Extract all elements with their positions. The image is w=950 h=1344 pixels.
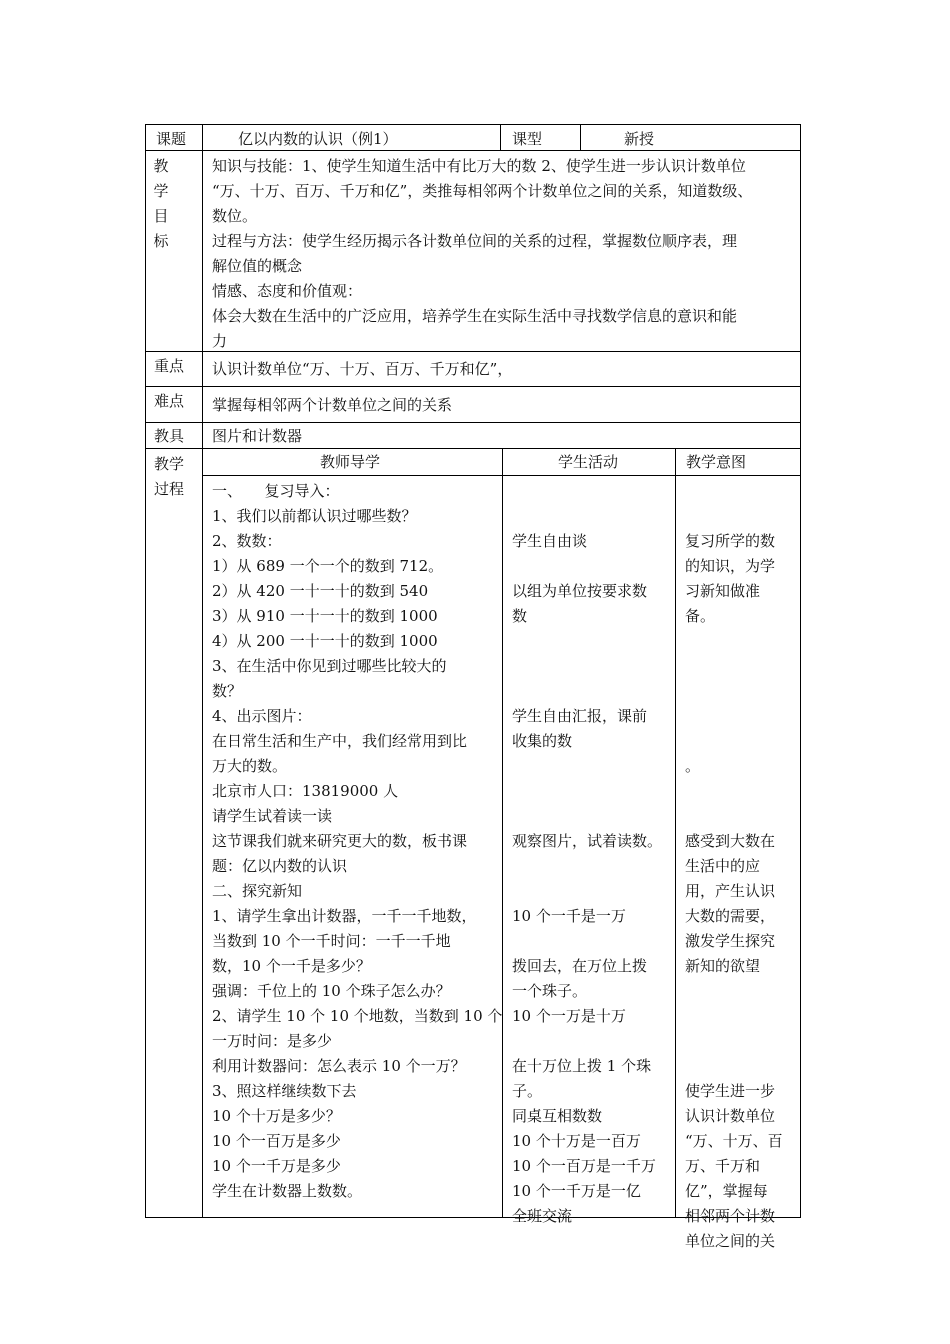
student-line xyxy=(512,754,674,779)
teacher-line: 请学生试着读一读 xyxy=(212,807,333,825)
student-line: 以组为单位按要求数 xyxy=(512,582,648,600)
goals-line: 解位值的概念 xyxy=(212,257,303,275)
goals-line: 体会大数在生活中的广泛应用，培养学生在实际生活中寻找数学信息的意识和能 xyxy=(212,307,738,325)
intent-line xyxy=(685,1004,801,1029)
intent-line xyxy=(685,479,801,504)
teacher-line: 4、出示图片： xyxy=(212,707,312,725)
student-line xyxy=(512,1029,674,1054)
student-line: 观察图片，试着读数。 xyxy=(512,832,663,850)
teacher-line: 2、请学生 10 个 10 个地数，当数到 10 个 xyxy=(212,1007,503,1025)
teacher-line: 万大的数。 xyxy=(212,757,288,775)
teacher-guidance xyxy=(212,475,503,1217)
tools-label: 教具 xyxy=(154,427,185,445)
student-line xyxy=(512,929,674,954)
goals-line: 力 xyxy=(212,332,228,350)
teacher-line: 3）从 910 一十一十的数到 1000 xyxy=(212,607,438,625)
teacher-line: 10 个一百万是多少 xyxy=(212,1132,341,1150)
student-line: 在十万位上拨 1 个珠 xyxy=(512,1057,652,1075)
intent-line: 生活中的应 xyxy=(685,857,761,875)
teacher-line: 1、我们以前都认识过哪些数？ xyxy=(212,507,417,525)
student-line: 收集的数 xyxy=(512,732,573,750)
intent-line xyxy=(685,729,801,754)
teacher-line: 利用计数器问：怎么表示 10 个一万？ xyxy=(212,1057,466,1075)
topic-value: 亿以内数的认识（例1） xyxy=(238,130,398,148)
header-row xyxy=(146,125,800,151)
tools-text: 图片和计数器 xyxy=(212,427,303,445)
teacher-line: 4）从 200 一十一十的数到 1000 xyxy=(212,632,438,650)
teacher-line: 二、探究新知 xyxy=(212,882,303,900)
student-line: 10 个一万是十万 xyxy=(512,1007,626,1025)
goals-label-char: 教 xyxy=(153,157,169,175)
student-line: 10 个一千万是一亿 xyxy=(512,1182,641,1200)
teacher-line: 在日常生活和生产中，我们经常用到比 xyxy=(212,732,468,750)
teacher-line: 3、在生活中你见到过哪些比较大的 xyxy=(212,657,447,675)
student-line: 10 个一百万是一千万 xyxy=(512,1157,656,1175)
intent-line: 。 xyxy=(685,757,701,775)
student-line xyxy=(512,804,674,829)
student-line: 数 xyxy=(512,607,528,625)
difficulty-label: 难点 xyxy=(154,392,185,410)
goals-line: 数位。 xyxy=(212,207,258,225)
process-row xyxy=(146,449,800,1250)
teacher-line: 3、照这样继续数下去 xyxy=(212,1082,357,1100)
intent-line: 相邻两个计数 xyxy=(685,1207,776,1225)
student-line xyxy=(512,879,674,904)
goals-line: “万、十万、百万、千万和亿”，类推每相邻两个计数单位之间的关系，知道数级、 xyxy=(212,182,753,200)
process-subheader xyxy=(202,449,800,476)
goals-text xyxy=(212,151,796,351)
intent-line xyxy=(685,704,801,729)
goals-label-char: 标 xyxy=(153,232,169,250)
teacher-col-header: 教师导学 xyxy=(320,453,381,471)
student-line: 一个珠子。 xyxy=(512,982,588,1000)
intent-line xyxy=(685,1054,801,1079)
teaching-intent xyxy=(685,475,801,1250)
intent-line xyxy=(685,1029,801,1054)
teacher-line: 一万时问：是多少 xyxy=(212,1032,333,1050)
intent-line: 激发学生探究 xyxy=(685,932,776,950)
intent-line: 的知识，为学 xyxy=(685,557,776,575)
intent-line xyxy=(685,779,801,804)
process-label-line: 教学 xyxy=(154,455,185,473)
student-line: 同桌互相数数 xyxy=(512,1107,603,1125)
student-line: 全班交流 xyxy=(512,1207,573,1225)
goals-label-char: 学 xyxy=(153,182,169,200)
intent-line: 备。 xyxy=(685,607,716,625)
intent-line: 习新知做准 xyxy=(685,582,761,600)
intent-line: 大数的需要， xyxy=(685,907,776,925)
teacher-line: 10 个一千万是多少 xyxy=(212,1157,341,1175)
student-line: 学生自由谈 xyxy=(512,532,588,550)
student-line xyxy=(512,679,674,704)
intent-line: 复习所学的数 xyxy=(685,532,776,550)
topic-label: 课题 xyxy=(156,130,187,148)
type-label: 课型 xyxy=(512,130,543,148)
teacher-line: 1、请学生拿出计数器，一千一千地数， xyxy=(212,907,477,925)
student-line xyxy=(512,654,674,679)
teacher-line: 一、 复习导入： xyxy=(212,482,340,500)
student-line: 拨回去，在万位上拨 xyxy=(512,957,648,975)
student-line xyxy=(512,854,674,879)
intent-line: 使学生进一步 xyxy=(685,1082,776,1100)
teacher-line: 强调：千位上的 10 个珠子怎么办？ xyxy=(212,982,451,1000)
teacher-line: 学生在计数器上数数。 xyxy=(212,1182,363,1200)
intent-line: 新知的欲望 xyxy=(685,957,761,975)
student-line: 10 个一千是一万 xyxy=(512,907,626,925)
student-line xyxy=(512,479,674,504)
intent-line: 万、千万和 xyxy=(685,1157,761,1175)
student-line xyxy=(512,629,674,654)
intent-line: 用，产生认识 xyxy=(685,882,776,900)
key-point-label: 重点 xyxy=(154,357,185,375)
teacher-line: 题：亿以内数的认识 xyxy=(212,857,348,875)
intent-line: 感受到大数在 xyxy=(685,832,776,850)
goals-line: 知识与技能：1、使学生知道生活中有比万大的数 2、使学生进一步认识计数单位 xyxy=(212,157,746,175)
student-col-header: 学生活动 xyxy=(558,453,619,471)
intent-line: 认识计数单位 xyxy=(685,1107,776,1125)
intent-line xyxy=(685,629,801,654)
key-point-row xyxy=(146,352,800,387)
teacher-line: 10 个十万是多少？ xyxy=(212,1107,341,1125)
student-activities xyxy=(512,475,674,1225)
key-point-text: 认识计数单位“万、十万、百万、千万和亿”， xyxy=(212,360,513,378)
teacher-line: 2、数数： xyxy=(212,532,282,550)
teacher-line: 2）从 420 一十一十的数到 540 xyxy=(212,582,429,600)
intent-line xyxy=(685,654,801,679)
process-label-line: 过程 xyxy=(154,480,185,498)
student-line: 学生自由汇报，课前 xyxy=(512,707,648,725)
intent-line xyxy=(685,804,801,829)
process-label xyxy=(154,449,202,1217)
student-line xyxy=(512,779,674,804)
difficulty-text: 掌握每相邻两个计数单位之间的关系 xyxy=(212,396,453,414)
goals-label-char: 目 xyxy=(153,207,169,225)
teacher-line: 数，10 个一千是多少？ xyxy=(212,957,371,975)
teacher-line: 1）从 689 一个一个的数到 712。 xyxy=(212,557,444,575)
intent-line: 亿”，掌握每 xyxy=(685,1182,768,1200)
goals-line: 情感、态度和价值观： xyxy=(212,282,363,300)
lesson-plan-table xyxy=(145,124,801,1250)
teacher-line: 数？ xyxy=(212,682,243,700)
difficulty-row xyxy=(146,387,800,423)
intent-line: 单位之间的关 xyxy=(685,1232,776,1250)
intent-line xyxy=(685,679,801,704)
goals-row xyxy=(146,151,800,352)
goals-line: 过程与方法：使学生经历揭示各计数单位间的关系的过程，掌握数位顺序表，理 xyxy=(212,232,738,250)
student-line xyxy=(512,504,674,529)
intent-line: “万、十万、百 xyxy=(685,1132,783,1150)
intent-line xyxy=(685,979,801,1004)
teacher-line: 当数到 10 个一千时问：一千一千地 xyxy=(212,932,451,950)
intent-col-header: 教学意图 xyxy=(686,453,747,471)
teacher-line: 北京市人口：13819000 人 xyxy=(212,782,399,800)
tools-row xyxy=(146,423,800,449)
intent-line xyxy=(685,504,801,529)
goals-label xyxy=(146,151,202,351)
teacher-line: 这节课我们就来研究更大的数，板书课 xyxy=(212,832,468,850)
student-line xyxy=(512,554,674,579)
type-value: 新授 xyxy=(624,130,655,148)
student-line: 10 个十万是一百万 xyxy=(512,1132,641,1150)
student-line: 子。 xyxy=(512,1082,543,1100)
